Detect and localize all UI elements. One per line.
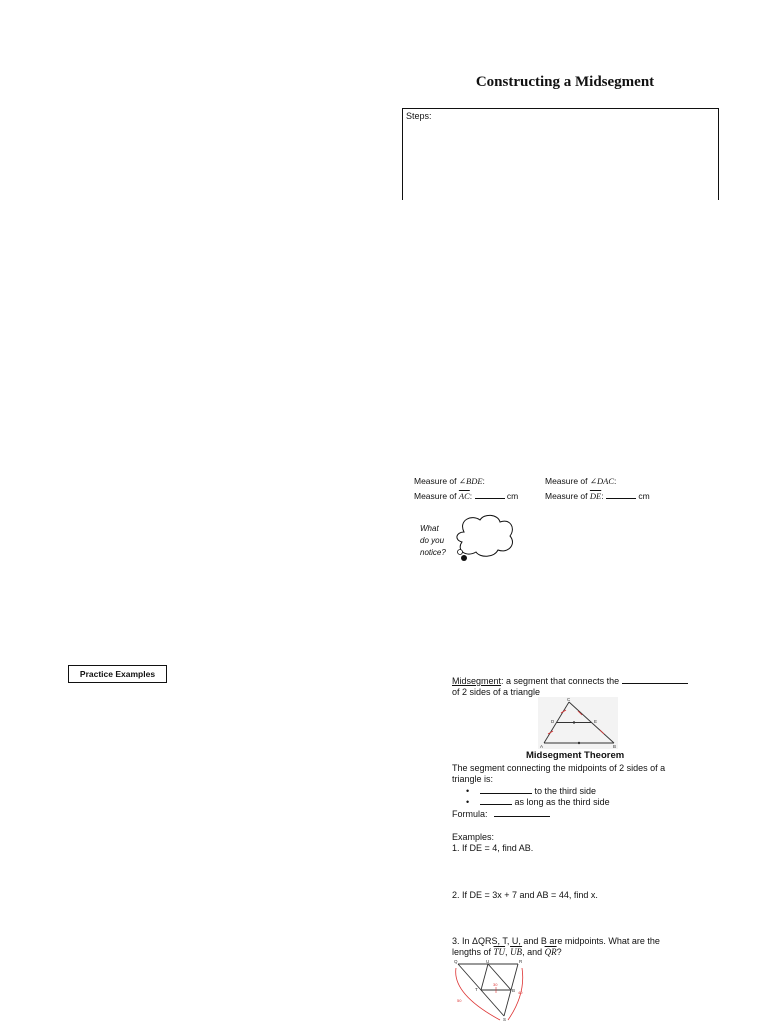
label-r: R (519, 959, 523, 964)
ac-answer-blank[interactable] (475, 498, 505, 499)
measure-de: Measure of $\overline{DE}$: cm (545, 491, 650, 501)
theorem-bullet1: • to the third side (466, 786, 597, 796)
bullet-icon: • (466, 797, 470, 807)
midsegment-term: Midsegment (452, 676, 502, 686)
segment-de: $\overline{DE}$ (589, 491, 602, 501)
page-title: Constructing a Midsegment (475, 74, 655, 90)
example-3-line1: 3. In ΔQRS, T, U, and B are midpoints. What are the (452, 936, 660, 946)
label-d: D (551, 719, 555, 724)
theorem-line1: The segment connecting the midpoints of 2 sides of a (452, 763, 666, 773)
angle-dac: ∠DAC (589, 476, 615, 486)
thought-prompt: What do you notice? (420, 524, 446, 557)
theorem-formula: Formula: (452, 809, 550, 820)
theorem-line2: triangle is: (452, 774, 494, 784)
de-answer-blank[interactable] (606, 498, 636, 499)
midsegment-definition: Midsegment: a segment that connects the (452, 676, 688, 687)
angle-bde: ∠BDE (458, 476, 483, 486)
value-50: 50 (457, 998, 462, 1003)
steps-label: Steps: (406, 111, 432, 121)
value-40: 40 (518, 990, 523, 995)
bullet-icon: • (466, 786, 470, 796)
label-t: T (475, 987, 478, 992)
label-q: Q (454, 959, 458, 964)
measure-ac: Measure of $\overline{AC}$: cm (414, 491, 519, 501)
segment-ac: $\overline{AC}$ (458, 491, 470, 501)
example-2: 2. If DE = 3x + 7 and AB = 44, find x. (452, 890, 598, 900)
label-b: B (613, 744, 617, 749)
theorem-bullet2: • as long as the third side (466, 797, 610, 807)
example-3-line2: lengths of $\overline{TU}$, $\overline{UB}$, and $\overline{QR}$? (452, 947, 562, 957)
definition-line2: of 2 sides of a triangle (452, 687, 541, 697)
definition-blank[interactable] (622, 683, 688, 684)
midsegment-figure (538, 697, 618, 749)
label-a: A (540, 744, 544, 749)
label-b: B (512, 988, 516, 993)
label-e: E (594, 719, 598, 724)
theorem-title: Midsegment Theorem (526, 750, 625, 761)
measure-dac: Measure of ∠DAC: (545, 476, 617, 486)
steps-box (402, 108, 719, 200)
triangle-qrs-figure (452, 958, 536, 1022)
label-u: U (486, 959, 490, 964)
bullet2-blank[interactable] (480, 804, 512, 805)
value-30: 30 (493, 982, 498, 987)
bullet1-blank[interactable] (480, 793, 532, 794)
measure-bde: Measure of ∠BDE: (414, 476, 485, 486)
example-1: 1. If DE = 4, find AB. (452, 843, 534, 853)
thought-cloud-icon (452, 512, 518, 562)
label-s: S (503, 1017, 507, 1022)
formula-blank[interactable] (494, 816, 550, 817)
label-c: C (567, 697, 571, 702)
examples-heading: Examples: (452, 832, 495, 842)
practice-examples-label: Practice Examples (68, 665, 167, 683)
